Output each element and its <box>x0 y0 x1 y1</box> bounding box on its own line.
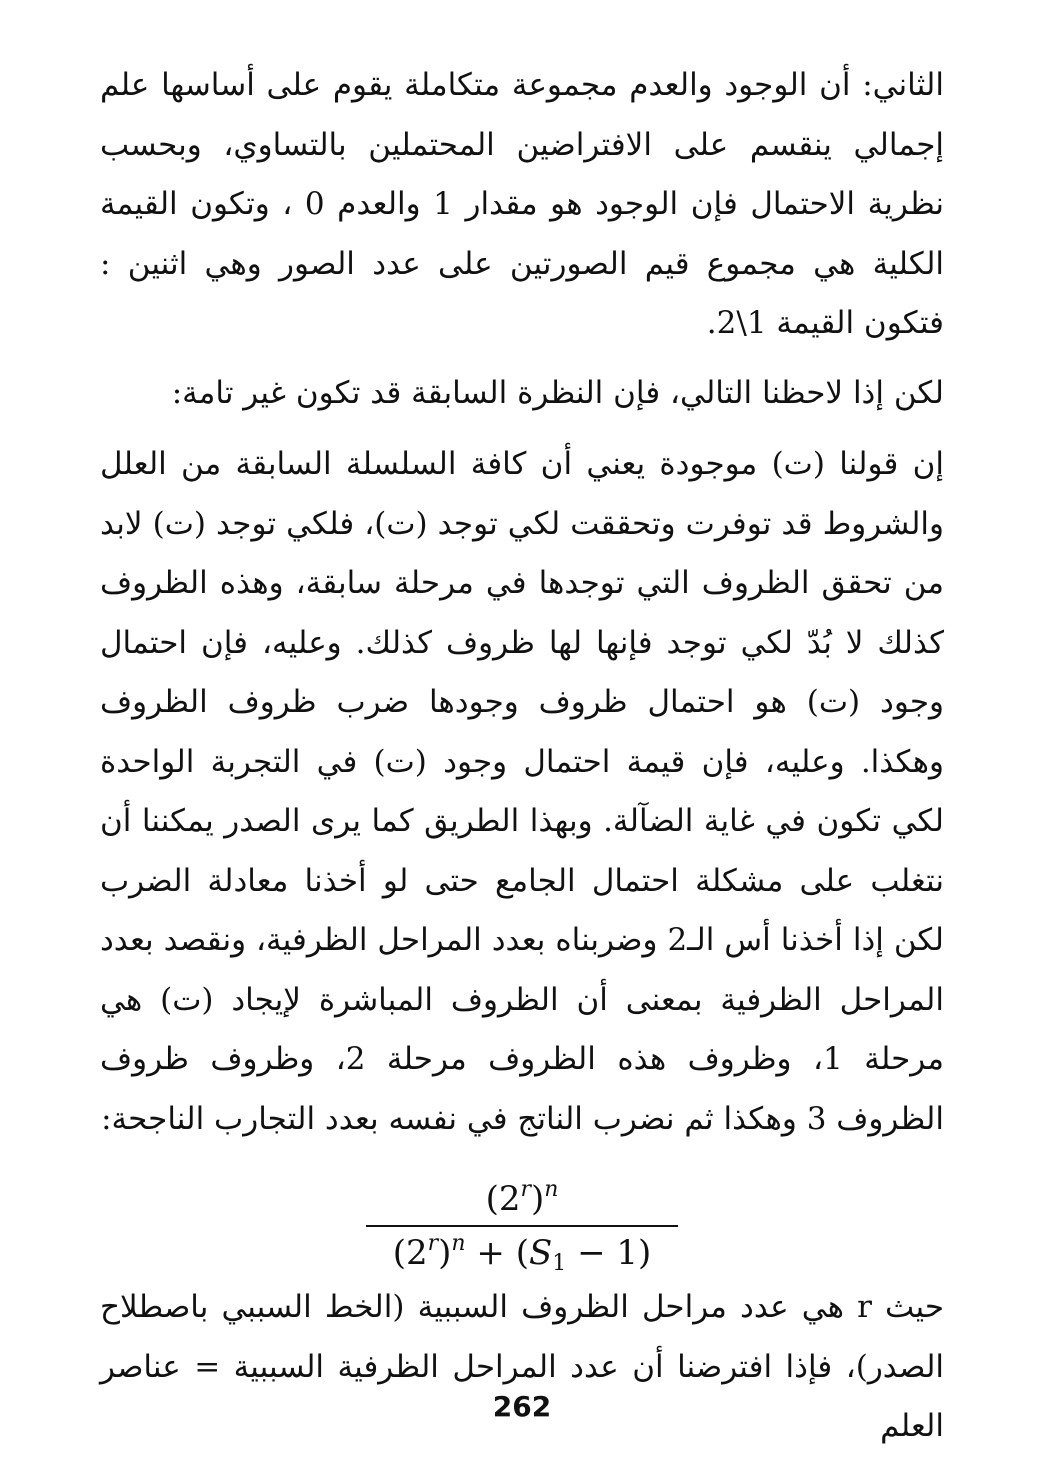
formula-open-paren: ( <box>515 1233 529 1273</box>
page-body <box>100 56 944 1457</box>
formula-den-close: ) <box>438 1233 452 1273</box>
formula-s-subscript: 1 <box>552 1251 567 1276</box>
page-number: 262 <box>492 1390 552 1423</box>
paragraph-definition-r: حيث r هي عدد مراحل الظروف السببية (الخط السببي باصطلاح الصدر)، فإذا افترضنا أن عدد المراحل الظرفية السببية = عناصر العلم <box>100 1289 944 1444</box>
formula-num-exp-r: r <box>520 1177 531 1202</box>
formula-minus-one: − 1) <box>566 1233 652 1273</box>
formula-s: S <box>528 1233 553 1273</box>
formula-denominator <box>362 1227 682 1276</box>
formula-den-base: (2 <box>392 1233 428 1273</box>
paragraph-second-point: الثاني: أن الوجود والعدم مجموعة متكاملة يقوم على أساسها علم إجمالي ينقسم على الافتراضين المحتملين بالتساوي، وبحسب نظرية الاحتمال فإن الوجود هو مقدار 1 والعدم 0 ، وتكون القيمة الكلية هي مجموع قيم الصورتين على عدد الصور وهي اثنين : فتكون القيمة 1\2. <box>100 67 944 341</box>
formula-den-exp-r: r <box>427 1231 439 1256</box>
probability-formula <box>362 1177 682 1276</box>
formula-num-base: (2 <box>485 1179 521 1219</box>
formula-numerator <box>362 1177 682 1225</box>
formula-num-close: ) <box>531 1179 545 1219</box>
paragraph-objection: لكن إذا لاحظنا التالي، فإن النظرة السابقة قد تكون غير تامة: <box>171 374 944 411</box>
formula-plus: + <box>465 1233 516 1273</box>
paragraph-explanation: إن قولنا (ت) موجودة يعني أن كافة السلسلة السابقة من العلل والشروط قد توفرت وتحققت لكي توجد (ت)، فلكي توجد (ت) لابد من تحقق الظروف التي توجدها في مرحلة سابقة، وهذه الظروف كذلك لا بُدّ لكي توجد فإنها لها ظروف كذلك. وعليه، فإن احتمال وجود (ت) هو احتمال ظروف وجودها ضرب ظروف الظروف وهكذا. وعليه، فإن قيمة احتمال وجود (ت) في التجربة الواحدة لكي تكون في غاية الضآلة. وبهذا الطريق كما يرى الصدر يمكننا أن نتغلب على مشكلة احتمال الجامع حتى لو أخذنا معادلة الضرب لكن إذا أخذنا أس الـ2 وضربناه بعدد المراحل الظرفية، ونقصد بعدد المراحل الظرفية بمعنى أن الظروف المباشرة لإيجاد (ت) هي مرحلة 1، وظروف هذه الظروف مرحلة 2، وظروف ظروف الظروف 3 وهكذا ثم نضرب الناتج في نفسه بعدد التجارب الناجحة: <box>100 446 944 1137</box>
formula-den-exp-n: n <box>451 1231 466 1256</box>
formula-num-exp-n: n <box>544 1177 559 1202</box>
